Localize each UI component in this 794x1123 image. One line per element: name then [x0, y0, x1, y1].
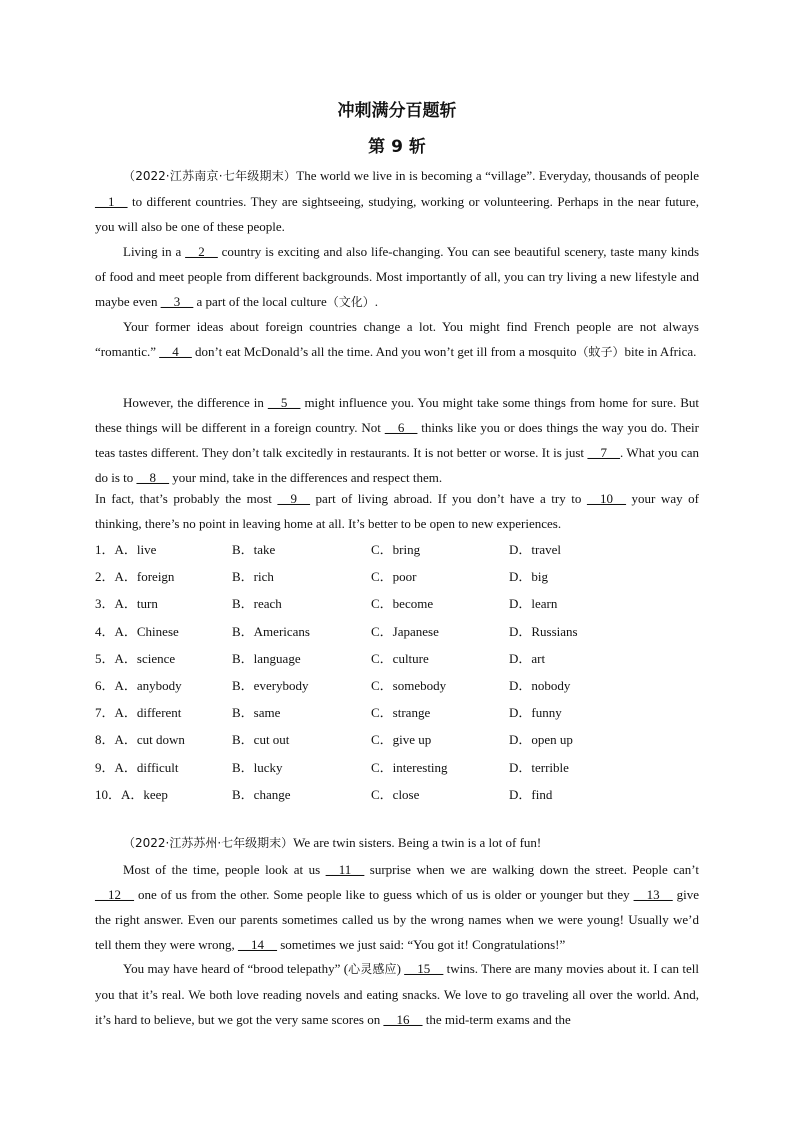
option-row: [95, 726, 699, 753]
option-choice: 2．A．foreign: [95, 569, 175, 585]
blank-13: __13__: [633, 887, 673, 902]
text: bite in Africa.: [624, 344, 697, 359]
option-choice: D．Russians: [509, 623, 578, 639]
option-row: [95, 645, 699, 672]
blank-12: __12__: [95, 887, 134, 902]
option-choice: D．find: [509, 786, 553, 802]
passage2-paragraph-2: [95, 956, 699, 1032]
option-choice: B．take: [232, 542, 276, 557]
option-choice: B．same: [232, 705, 281, 721]
source-tag: （2022·江苏苏州·七年级期末）: [123, 836, 294, 850]
text: your mind, take in the differences and respect them.: [169, 470, 443, 485]
text: twins. There are many movies about it. I can tell you that it’s real. We both love reading novels and eating snacks. We love to go traveling all over the world. And, it’s hard to believe, but we got the very same scores on: [95, 961, 699, 1027]
text: give the right answer. Even our parents sometimes called us by the wrong names when we were young! Usually we’d tell them they were wrong,: [95, 887, 699, 952]
option-choice: C．give up: [371, 732, 432, 748]
option-choice: 8．A．cut down: [95, 732, 185, 748]
text: don’t eat McDonald’s all the time. And you won’t get ill from a mosquito: [191, 344, 577, 359]
passage1-paragraph-5: [95, 486, 699, 536]
option-choice: B．language: [232, 650, 301, 666]
passage2-heading: [95, 830, 699, 856]
blank-6: __6__: [384, 420, 418, 435]
blank-15: __15__: [404, 961, 444, 976]
option-choice: D．open up: [509, 732, 573, 748]
option-choice: 3．A．turn: [95, 596, 158, 612]
text: sometimes we just said: “You got it! Congratulations!”: [276, 937, 566, 952]
text: We are twin sisters. Being a twin is a lot of fun!: [293, 835, 542, 850]
blank-14: __14__: [237, 937, 277, 952]
text: to different countries. They are sightseeing, studying, working or volunteering. Perhaps in the near future, you will also be one of these people.: [95, 194, 699, 234]
option-choice: 10．A．keep: [95, 786, 168, 802]
blank-3: __3__: [160, 294, 194, 309]
text: .: [374, 294, 379, 309]
text: part of living abroad. If you don’t have a try to: [309, 491, 587, 506]
blank-16: __16__: [383, 1012, 423, 1027]
chinese-gloss: 心灵感应: [348, 962, 397, 976]
blank-7: __7__: [587, 445, 620, 460]
passage1-paragraph-2: [95, 239, 699, 315]
option-choice: D．nobody: [509, 677, 571, 693]
blank-8: __8__: [136, 470, 170, 485]
option-choice: D．art: [509, 650, 546, 666]
chinese-gloss: （文化）: [326, 295, 375, 309]
option-choice: B．lucky: [232, 759, 283, 775]
passage1-paragraph-4: [95, 390, 699, 490]
document-title: 冲刺满分百题斩: [337, 101, 457, 121]
option-choice: D．terrible: [509, 759, 569, 775]
option-row: [95, 563, 699, 590]
option-choice: 6．A．anybody: [95, 677, 182, 693]
option-choice: D．learn: [509, 596, 558, 612]
option-choice: D．funny: [509, 705, 562, 721]
blank-5: __5__: [267, 395, 301, 410]
text: country is exciting and also life-changing. You can see beautiful scenery, taste many kinds of food and meet people from different backgrounds. Most importantly of all, you can try living a new lifestyle and maybe even: [95, 244, 700, 309]
blank-10: __10__: [586, 491, 626, 506]
option-choice: C．strange: [371, 705, 431, 721]
option-choice: B．reach: [232, 596, 282, 612]
source-tag: （2022·江苏南京·七年级期末）: [123, 169, 297, 183]
text: The world we live in is becoming a “village”. Everyday, thousands of people: [296, 168, 699, 183]
passage1-paragraph-1: [95, 163, 699, 239]
option-choice: C．somebody: [371, 677, 447, 693]
option-choice: C．culture: [371, 650, 429, 666]
text: the mid-term exams and the: [422, 1012, 571, 1027]
option-choice: C．interesting: [371, 759, 448, 775]
option-choice: B．Americans: [232, 623, 310, 639]
text: However, the difference in: [123, 395, 268, 410]
text: one of us from the other. Some people like to guess which of us is older or younger but they: [134, 887, 634, 902]
option-choice: B．rich: [232, 569, 274, 585]
passage1-paragraph-3: [95, 314, 699, 365]
option-row: [95, 699, 699, 726]
option-choice: 4．A．Chinese: [95, 623, 179, 639]
option-row: [95, 754, 699, 781]
text: a part of the local culture: [193, 294, 327, 309]
option-row: [95, 618, 699, 645]
text: your way of thinking, there’s no point in leaving home at all. It’s better to be open to new experiences.: [95, 491, 699, 531]
text: Most of the time, people look at us: [123, 862, 326, 877]
option-choice: D．big: [509, 569, 549, 585]
text: thinks like you or does things the way you do. Their teas tastes different. They don’t talk excitedly in restaurants. It is not better or worse. It is just: [95, 420, 699, 460]
option-choice: C．close: [371, 786, 420, 802]
text: Living in a: [123, 244, 186, 259]
option-row: [95, 590, 699, 617]
text: surprise when we are walking down the street. People can’t: [364, 862, 699, 877]
option-choice: 9．A．difficult: [95, 759, 179, 775]
option-row: [95, 781, 699, 808]
option-choice: D．travel: [509, 542, 561, 557]
text: Your former ideas about foreign countries change a lot. You might find French people are not always “romantic.”: [95, 319, 699, 359]
blank-11: __11__: [325, 862, 365, 877]
option-choice: 1．A．live: [95, 542, 157, 557]
option-row: [95, 536, 699, 563]
blank-9: __9__: [277, 491, 310, 506]
blank-2: __2__: [185, 244, 218, 259]
answer-options: [95, 536, 699, 808]
option-choice: C．become: [371, 596, 434, 612]
option-choice: C．Japanese: [371, 623, 439, 639]
option-choice: B．change: [232, 786, 291, 802]
passage2-paragraph-1: [95, 857, 699, 957]
option-choice: 7．A．different: [95, 705, 182, 721]
text: . What you can do is to: [95, 445, 699, 485]
option-choice: C．poor: [371, 569, 417, 585]
chinese-gloss: （蚊子）: [576, 345, 625, 359]
blank-4: __4__: [159, 344, 192, 359]
text: might influence you. You might take some things from home for sure. But these things will be different in a foreign country. Not: [95, 395, 699, 435]
text: In fact, that’s probably the most: [95, 491, 278, 506]
text: You may have heard of “brood telepathy” (: [123, 961, 349, 976]
option-choice: C．bring: [371, 542, 421, 557]
option-choice: 5．A．science: [95, 650, 176, 666]
option-row: [95, 672, 699, 699]
text: ): [396, 961, 405, 976]
option-choice: B．cut out: [232, 732, 290, 748]
section-number: 第 9 斩: [368, 137, 426, 157]
option-choice: B．everybody: [232, 677, 309, 693]
blank-1: __1__: [95, 194, 128, 209]
